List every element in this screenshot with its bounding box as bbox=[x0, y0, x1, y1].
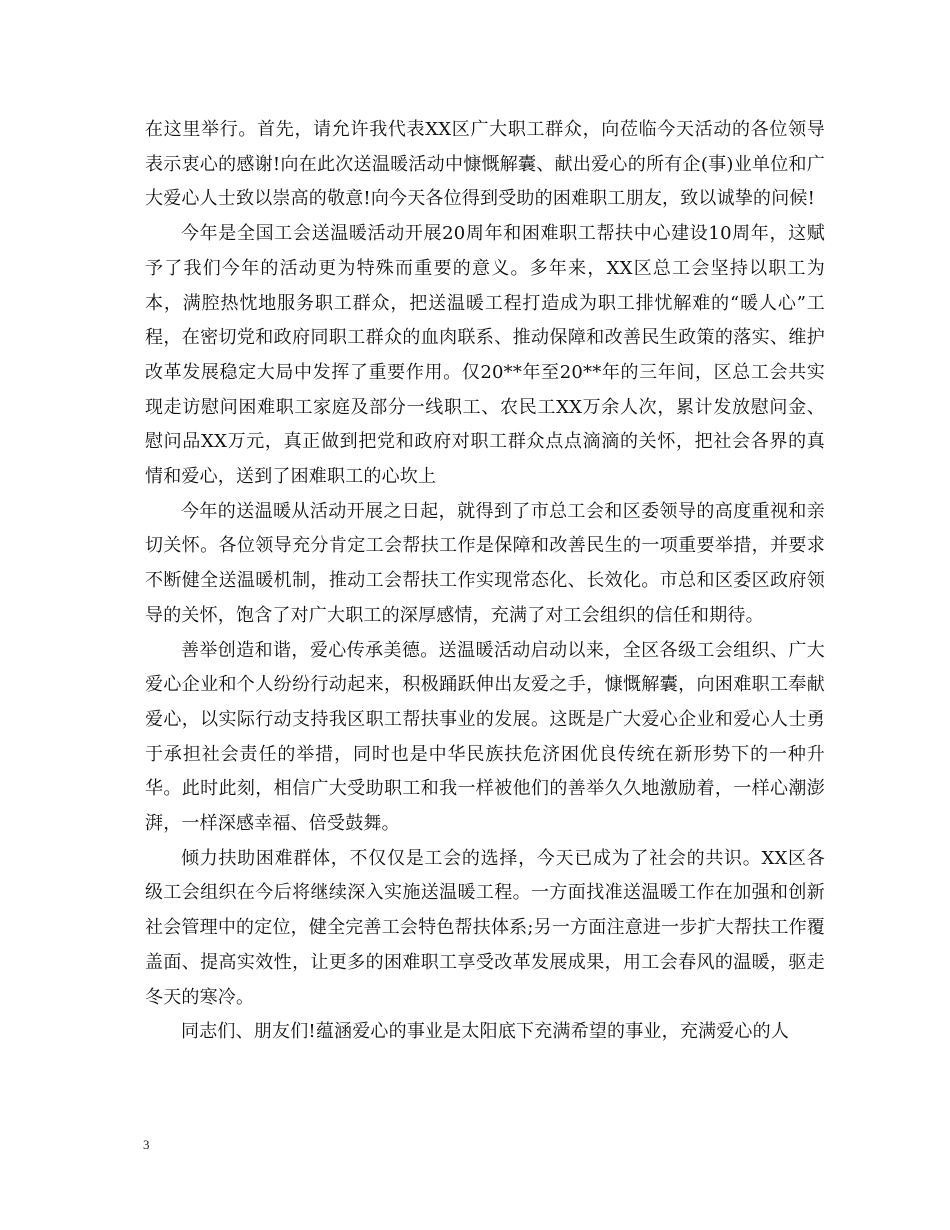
paragraph-3: 今年的送温暖从活动开展之日起，就得到了市总工会和区委领导的高度重视和亲切关怀。各位领导充分肯定工会帮扶工作是保障和改善民生的一项重要举措，并要求不断健全送温暖机制，推动工会帮扶工作实现常态化、长效化。市总和区委区政府领导的关怀，饱含了对广大职工的深厚感情，充满了对工会组织的信任和期待。 bbox=[145, 500, 825, 626]
paragraph-4: 善举创造和谐，爱心传承美德。送温暖活动启动以来，全区各级工会组织、广大爱心企业和个人纷纷行动起来，积极踊跃伸出友爱之手，慷慨解囊，向困难职工奉献爱心，以实际行动支持我区职工帮扶事业的发展。这既是广大爱心企业和爱心人士勇于承担社会责任的举措，同时也是中华民族扶危济困优良传统在新形势下的一种升华。此时此刻，相信广大受助职工和我一样被他们的善举久久地激励着，一样心潮澎湃，一样深感幸福、倍受鼓舞。 bbox=[145, 639, 825, 835]
page-number: 3 bbox=[143, 1137, 150, 1152]
document-body bbox=[145, 113, 825, 1050]
paragraph-6: 同志们、朋友们!蕴涵爱心的事业是太阳底下充满希望的事业，充满爱心的人 bbox=[181, 1021, 790, 1043]
paragraph-2: 今年是全国工会送温暖活动开展20周年和困难职工帮扶中心建设10周年，这赋予了我们今年的活动更为特殊而重要的意义。多年来，XX区总工会坚持以职工为本，满腔热忱地服务职工群众，把送温暖工程打造成为职工排忧解难的“暖人心”工程，在密切党和政府同职工群众的血肉联系、推动保障和改善民生政策的落实、维护改革发展稳定大局中发挥了重要作用。仅20**年至20**年的三年间，区总工会共实现走访慰问困难职工家庭及部分一线职工、农民工XX万余人次，累计发放慰问金、慰问品XX万元，真正做到把党和政府对职工群众点点滴滴的关怀，把社会各界的真情和爱心，送到了困难职工的心坎上 bbox=[145, 223, 825, 488]
paragraph-5: 倾力扶助困难群体，不仅仅是工会的选择，今天已成为了社会的共识。XX区各级工会组织在今后将继续深入实施送温暖工程。一方面找准送温暖工作在加强和创新社会管理中的定位，健全完善工会特色帮扶体系;另一方面注意进一步扩大帮扶工作覆盖面、提高实效性，让更多的困难职工享受改革发展成果，用工会春风的温暖，驱走冬天的寒冷。 bbox=[145, 847, 825, 1008]
paragraph-1: 在这里举行。首先，请允许我代表XX区广大职工群众，向莅临今天活动的各位领导表示衷心的感谢!向在此次送温暖活动中慷慨解囊、献出爱心的所有企(事)业单位和广大爱心人士致以崇高的敬意!向今天各位得到受助的困难职工朋友，致以诚挚的问候! bbox=[145, 119, 825, 210]
